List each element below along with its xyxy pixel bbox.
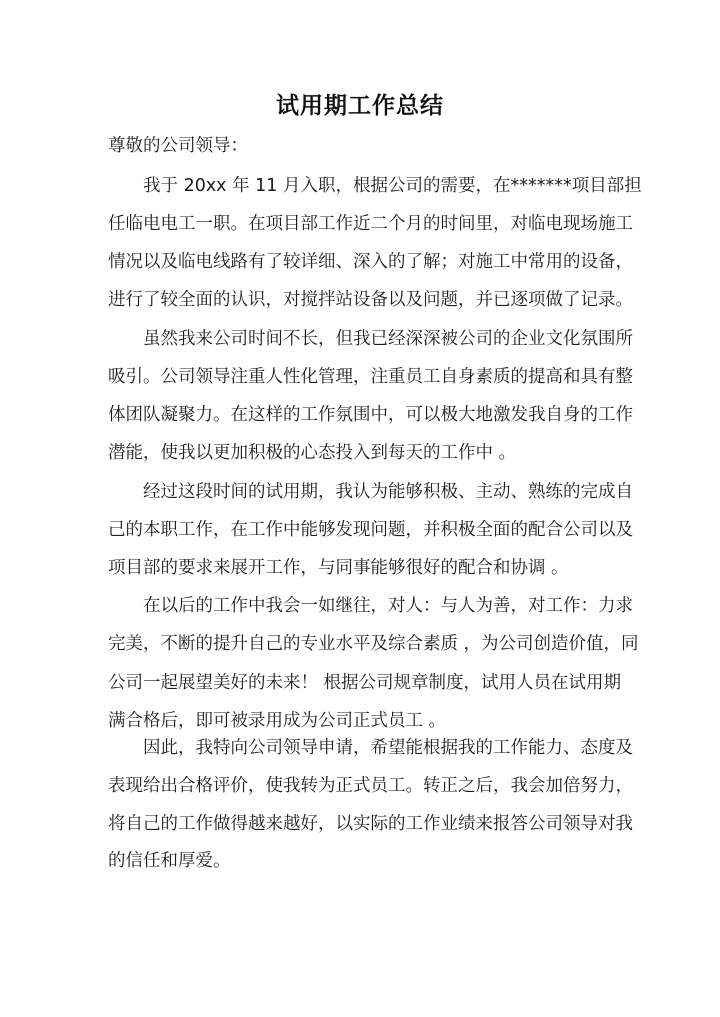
salutation: 尊敬的公司领导： (108, 136, 248, 156)
paragraph-line: 项目部的要求来展开工作，与同事能够很好的配合和协调 。 (108, 558, 569, 578)
paragraph-line: 表现给出合格评价，使我转为正式员工。转正之后，我会加倍努力， (108, 776, 633, 796)
paragraph-line: 潜能，使我以更加积极的心态投入到每天的工作中 。 (108, 443, 517, 463)
paragraph-line: 的信任和厚爱。 (108, 851, 231, 871)
paragraph-line: 体团队凝聚力。在这样的工作氛围中，可以极大地激发我自身的工作 (108, 405, 633, 425)
paragraph-line: 完美，不断的提升自己的专业水平及综合素质 ，为公司创造价值，同 (108, 634, 639, 654)
document-title: 试用期工作总结 (276, 92, 444, 119)
paragraph-line: 吸引。公司领导注重人性化管理，注重员工自身素质的提高和具有整 (108, 367, 633, 387)
paragraph-line: 公司一起展望美好的未来！ 根据公司规章制度，试用人员在试用期 (108, 673, 622, 693)
paragraph-line: 虽然我来公司时间不长，但我已经深深被公司的企业文化氛围所 (143, 329, 633, 349)
paragraph-line: 因此，我特向公司领导申请，希望能根据我的工作能力、态度及 (143, 738, 633, 758)
paragraph-line: 满合格后，即可被录用成为公司正式员工 。 (108, 711, 447, 731)
paragraph-line: 我于 20xx 年 11 月入职，根据公司的需要，在*******项目部担 (143, 176, 642, 196)
paragraph-line: 己的本职工作，在工作中能够发现问题，并积极全面的配合公司以及 (108, 520, 633, 540)
paragraph-line: 将自己的工作做得越来越好，以实际的工作业绩来报答公司领导对我 (108, 814, 633, 834)
paragraph-line: 经过这段时间的试用期，我认为能够积极、主动、熟练的完成自 (143, 482, 633, 502)
paragraph-line: 在以后的工作中我会一如继往，对人：与人为善，对工作：力求 (143, 596, 633, 616)
paragraph-line: 进行了较全面的认识，对搅拌站设备以及问题，并已逐项做了记录。 (108, 290, 633, 310)
paragraph-line: 任临电电工一职。在项目部工作近二个月的时间里，对临电现场施工 (108, 214, 633, 234)
paragraph-line: 情况以及临电线路有了较详细、深入的了解；对施工中常用的设备， (108, 252, 633, 272)
